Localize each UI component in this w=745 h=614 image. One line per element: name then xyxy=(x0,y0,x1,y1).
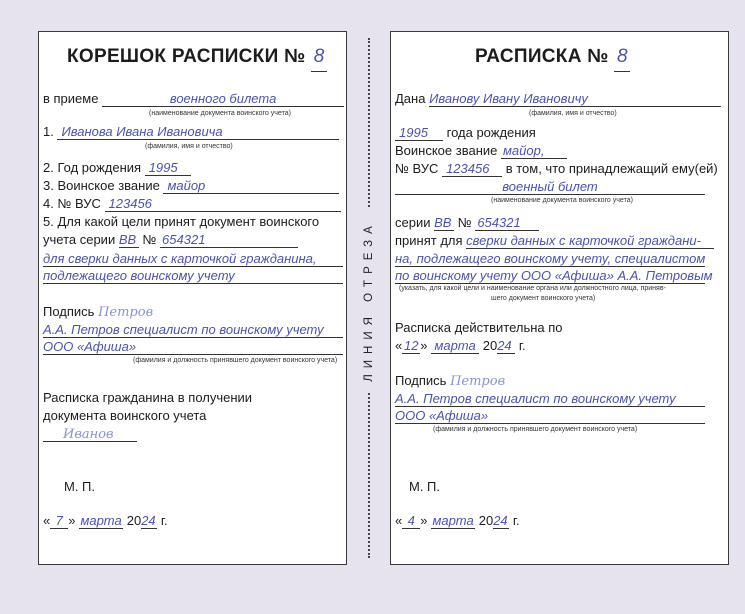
receipt-date-year: 24 xyxy=(493,513,508,528)
receipt-vus-field xyxy=(442,161,502,177)
stub-item3-label: 3. Воинское звание xyxy=(43,178,160,193)
stub-official-2-field xyxy=(43,338,343,356)
stub-signature-ivanov: Иванов xyxy=(63,427,114,442)
stub-date-close: » xyxy=(68,513,76,528)
stub-item4-value: 123456 xyxy=(108,196,152,211)
stub-receipt-of-label: в приеме xyxy=(43,91,99,106)
stub-item5-purpose-1-field xyxy=(43,250,343,268)
stub-receipt-of-field xyxy=(102,91,344,107)
stub-date-open: « xyxy=(43,513,51,528)
receipt-valid-month-field xyxy=(431,338,479,354)
receipt-doc-hint: (наименование документа воинского учета) xyxy=(491,197,633,204)
receipt-purpose-2: на, подлежащего воинскому учету, специалистом xyxy=(395,251,706,266)
stub-date-month: марта xyxy=(80,513,122,528)
stub-item5-purpose-1: для сверки данных с карточкой гражданина, xyxy=(43,251,317,266)
receipt-number: 8 xyxy=(616,46,628,67)
stub-sign-row xyxy=(43,304,153,321)
receipt-purpose-2-field xyxy=(395,250,705,268)
receipt-purpose-hint-1: (указать, для какой цели и наименование органа или должностного лица, приняв- xyxy=(399,285,666,292)
receipt-valid-year-field xyxy=(497,338,515,354)
stub-item1-field xyxy=(57,124,339,140)
stub-receipt-of-row xyxy=(43,91,344,107)
receipt-valid-day-field xyxy=(402,338,420,354)
stub-citizen-line1: Расписка гражданина в получении xyxy=(43,390,253,405)
receipt-issued-to-hint: (фамилия, имя и отчество) xyxy=(529,110,617,117)
stub-date-row xyxy=(43,513,168,529)
stub-item3-field xyxy=(163,178,339,194)
stub-date-month-field xyxy=(79,513,123,529)
receipt-rank-label: Воинское звание xyxy=(395,143,498,158)
receipt-rank-field xyxy=(501,143,567,159)
receipt-date-suffix: г. xyxy=(512,513,520,528)
stub-item5-series-field xyxy=(119,232,139,248)
receipt-purpose-hint-2: шего документ воинского учета) xyxy=(491,295,596,302)
stub-item5-no-field xyxy=(160,232,298,248)
stub-item5-purpose-2-field xyxy=(43,267,343,285)
stub-number-field xyxy=(311,46,327,72)
receipt-purpose-3: по воинскому учету ООО «Афиша» А.А. Петровым xyxy=(395,268,713,283)
receipt-purpose-3-field xyxy=(395,267,713,285)
receipt-issued-to-value: Иванову Ивану Ивановичу xyxy=(429,91,588,106)
stub-item4-label: 4. № ВУС xyxy=(43,196,101,211)
receipt-signature-petrov: Петров xyxy=(450,374,506,389)
receipt-date-day-field xyxy=(402,513,420,529)
receipt-stamp-place: М. П. xyxy=(409,479,441,494)
stub-item2-value: 1995 xyxy=(148,160,178,175)
stub-date-day-field xyxy=(50,513,68,529)
stub-item3-value: майор xyxy=(167,178,206,193)
receipt-vus-label: № ВУС xyxy=(395,161,439,176)
receipt-no-field xyxy=(475,215,539,231)
receipt-doc-field xyxy=(395,178,705,196)
stub-date-year-prefix: 20 xyxy=(126,513,142,528)
stub-item5-no-label: № xyxy=(142,232,157,247)
receipt-official-2: ООО «Афиша» xyxy=(395,408,489,423)
receipt-birth-year: 1995 xyxy=(399,125,428,140)
receipt-vus-value: 123456 xyxy=(446,161,490,176)
stub-item3-row xyxy=(43,178,339,194)
stub-item5-series-row xyxy=(43,232,298,248)
receipt-series-value: ВВ xyxy=(434,215,452,230)
receipt-purpose-label: принят для xyxy=(395,233,463,248)
receipt-date-day: 4 xyxy=(407,513,415,528)
receipt-rank-value: майор, xyxy=(503,143,545,158)
stub-receipt-of-value: военного билета xyxy=(169,91,277,106)
stub-citizen-sign-field xyxy=(43,425,137,443)
receipt-valid-year: 24 xyxy=(497,338,512,353)
stub-signature-petrov: Петров xyxy=(98,305,154,320)
receipt-purpose-1-field xyxy=(466,233,714,249)
receipt-date-year-field xyxy=(493,513,509,529)
stub-item2-row xyxy=(43,160,191,176)
receipt-valid-label: Расписка действительна по xyxy=(395,320,563,335)
receipt-valid-date-row xyxy=(395,338,526,354)
stub-official-1: А.А. Петров специалист по воинскому учету xyxy=(43,322,324,337)
receipt-issued-to-row xyxy=(395,91,721,107)
stub-title xyxy=(67,46,327,72)
receipt-birth-label: года рождения xyxy=(446,125,536,140)
receipt-official-2-field xyxy=(395,407,705,425)
stub-item5-label: 5. Для какой цели принят документ воинского xyxy=(43,214,320,229)
stub-item1-row xyxy=(43,124,339,140)
stub-item5-no: 654321 xyxy=(162,232,206,247)
receipt-doc-value: военный билет xyxy=(502,179,598,194)
receipt-date-month-field xyxy=(431,513,475,529)
receipt-date-year-prefix: 20 xyxy=(478,513,494,528)
stub-item4-field xyxy=(105,196,341,212)
stub-official-2: ООО «Афиша» xyxy=(43,339,137,354)
stub-item5-series: ВВ xyxy=(118,232,137,247)
stub-item1-hint: (фамилия, имя и отчество) xyxy=(145,143,233,150)
receipt-vus-row xyxy=(395,161,718,177)
receipt-date-close: » xyxy=(420,513,428,528)
stub-sign-label: Подпись xyxy=(43,304,95,319)
receipt-official-1-field xyxy=(395,390,705,408)
receipt-valid-close: » xyxy=(420,338,428,353)
stub-item2-label: 2. Год рождения xyxy=(43,160,142,175)
receipt-official-hint: (фамилия и должность принявшего документ воинского учета) xyxy=(433,426,638,433)
stub-number: 8 xyxy=(313,46,325,67)
receipt-rank-row xyxy=(395,143,567,159)
receipt-birth-year-field xyxy=(395,125,443,141)
receipt-valid-open: « xyxy=(395,338,403,353)
stub-date-year-field xyxy=(141,513,157,529)
receipt-series-row xyxy=(395,215,539,231)
stub-stamp-place: М. П. xyxy=(64,479,96,494)
stub-item1-label: 1. xyxy=(43,124,54,139)
receipt-series-field xyxy=(434,215,454,231)
receipt-purpose-1: сверки данных с карточкой граждани- xyxy=(466,233,701,248)
receipt-valid-month: марта xyxy=(434,338,476,353)
receipt-title-text: РАСПИСКА № xyxy=(475,46,609,67)
cut-line-label: ЛИНИЯ ОТРЕЗА xyxy=(363,219,375,382)
receipt-date-month: марта xyxy=(432,513,474,528)
stub-item4-row xyxy=(43,196,341,212)
stub-citizen-line2: документа воинского учета xyxy=(43,408,207,423)
stub-item5-series-label: учета серии xyxy=(43,232,116,247)
receipt-official-1: А.А. Петров специалист по воинскому учету xyxy=(395,391,676,406)
receipt-number-field xyxy=(614,46,630,72)
stub-item1-value: Иванова Ивана Ивановича xyxy=(61,124,223,139)
receipt-date-open: « xyxy=(395,513,403,528)
stub-official-hint: (фамилия и должность принявшего документ воинского учета) xyxy=(133,357,338,364)
receipt-no-label: № xyxy=(457,215,472,230)
receipt-issued-to-field xyxy=(429,91,721,107)
receipt-valid-suffix: г. xyxy=(518,338,526,353)
receipt-title xyxy=(475,46,630,72)
stub-official-1-field xyxy=(43,321,343,339)
receipt-series-label: серии xyxy=(395,215,431,230)
receipt-sign-row xyxy=(395,373,505,390)
stub-receipt-of-hint: (наименование документа воинского учета) xyxy=(149,110,291,117)
receipt-issued-to-label: Дана xyxy=(395,91,426,106)
receipt-panel xyxy=(390,31,729,565)
stub-date-suffix: г. xyxy=(160,513,168,528)
receipt-valid-year-prefix: 20 xyxy=(482,338,498,353)
stub-item5-purpose-2: подлежащего воинскому учету xyxy=(43,268,235,283)
cut-line-label-box xyxy=(360,208,378,393)
receipt-valid-day: 12 xyxy=(404,338,419,353)
receipt-stub-panel xyxy=(38,31,347,565)
receipt-sign-label: Подпись xyxy=(395,373,447,388)
stub-date-year: 24 xyxy=(141,513,156,528)
receipt-date-row xyxy=(395,513,520,529)
receipt-purpose-row xyxy=(395,233,714,249)
receipt-belongs-label: в том, что принадлежащий ему(ей) xyxy=(505,161,718,176)
receipt-no-value: 654321 xyxy=(477,215,521,230)
stub-item2-field xyxy=(145,160,191,176)
receipt-birth-row xyxy=(395,125,536,141)
stub-date-day: 7 xyxy=(55,513,63,528)
stub-title-text: КОРЕШОК РАСПИСКИ № xyxy=(67,46,306,67)
